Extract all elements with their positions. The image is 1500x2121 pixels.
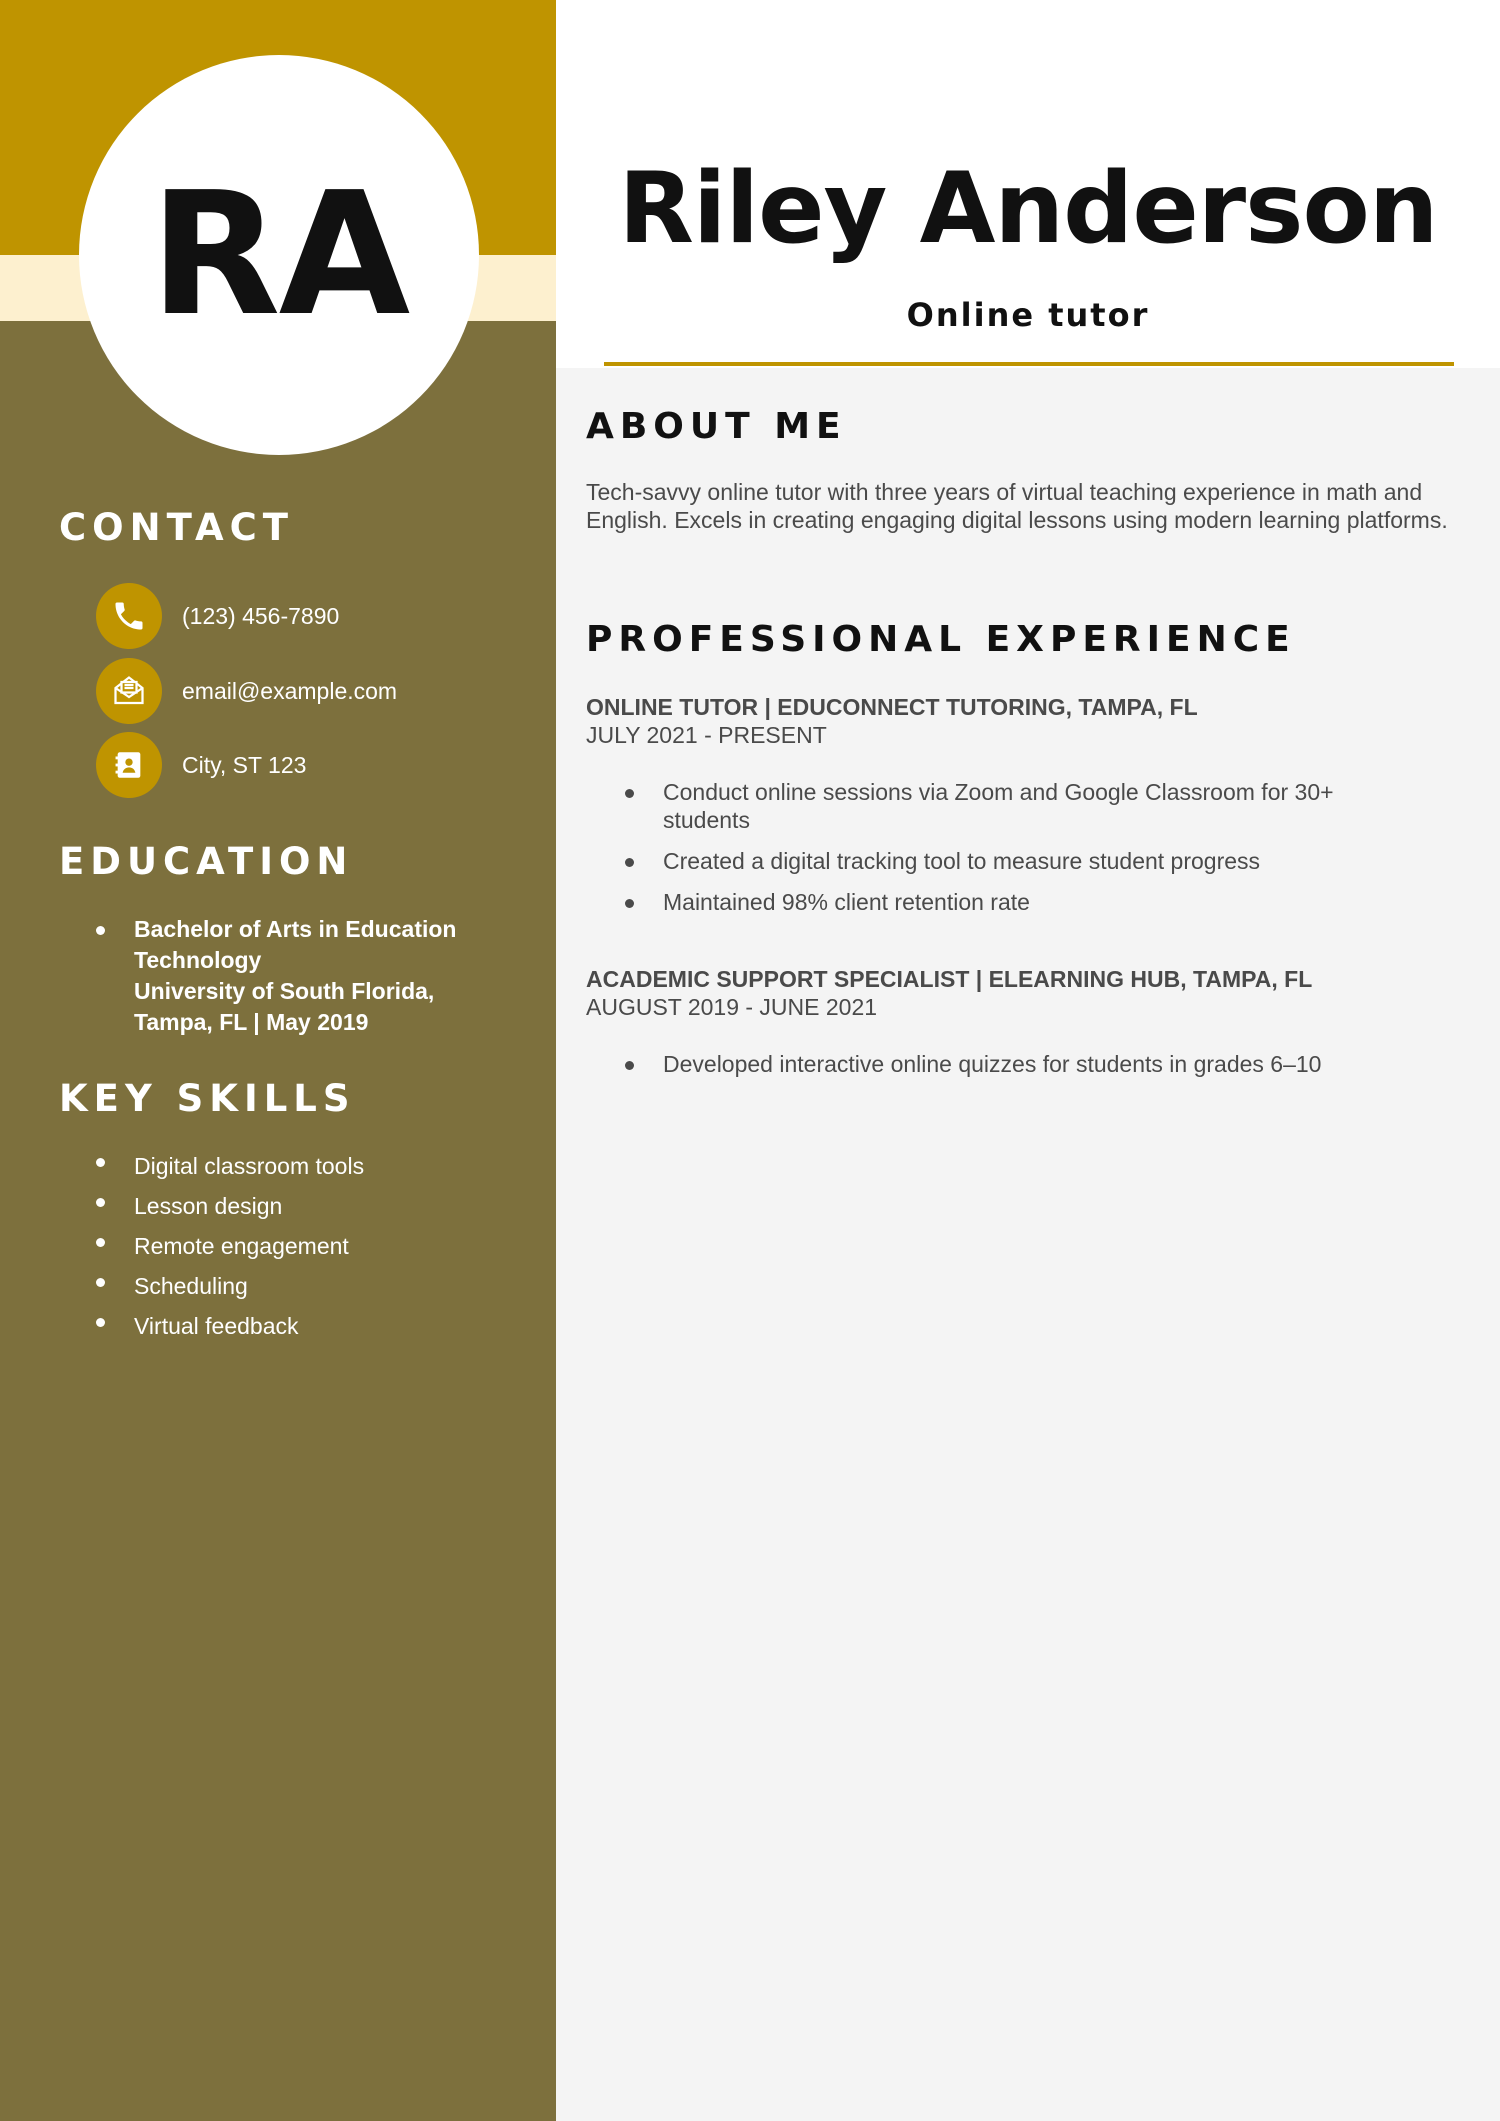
job-title-2: ACADEMIC SUPPORT SPECIALIST | ELEARNING HUB, TAMPA, FL <box>586 966 1313 992</box>
job-bullets-2 <box>625 1050 1385 1091</box>
email-text: email@example.com <box>182 677 398 704</box>
contact-heading: CONTACT <box>59 506 294 549</box>
education-school: University of South Florida, Tampa, FL | May 2019 <box>134 978 435 1035</box>
skill-item: Virtual feedback <box>96 1306 496 1346</box>
phone-icon <box>96 583 162 649</box>
job-title-1: ONLINE TUTOR | EDUCONNECT TUTORING, TAMPA, FL <box>586 694 1198 720</box>
monogram: RA <box>149 156 409 354</box>
first-name: Riley <box>618 152 887 266</box>
education-item <box>96 914 496 1038</box>
job-title: Online tutor <box>906 296 1150 334</box>
job-bullet: Created a digital tracking tool to measure student progress <box>625 847 1385 875</box>
skills-list <box>96 1146 496 1346</box>
education-degree: Bachelor of Arts in Education Technology <box>134 916 457 973</box>
experience-heading: PROFESSIONAL EXPERIENCE <box>586 619 1296 660</box>
job-dates-1: JULY 2021 - PRESENT <box>586 722 827 748</box>
job-bullet: Conduct online sessions via Zoom and Google Classroom for 30+ students <box>625 778 1385 834</box>
job-bullets-1 <box>625 778 1385 929</box>
monogram-circle <box>79 55 479 455</box>
job-bullet: Developed interactive online quizzes for students in grades 6–10 <box>625 1050 1385 1078</box>
skill-item: Digital classroom tools <box>96 1146 496 1186</box>
skills-heading: KEY SKILLS <box>59 1077 356 1120</box>
skill-item: Lesson design <box>96 1186 496 1226</box>
contact-email <box>96 658 397 724</box>
about-text: Tech-savvy online tutor with three years of virtual teaching experience in math and English. Excels in creating engaging digital lessons using modern learning platforms. <box>586 479 1448 533</box>
phone-text: (123) 456-7890 <box>182 602 340 629</box>
header-divider <box>604 362 1454 366</box>
education-list <box>96 914 496 1038</box>
contact-address <box>96 732 306 798</box>
address-text: City, ST 123 <box>182 751 307 778</box>
job-dates-2: AUGUST 2019 - JUNE 2021 <box>586 994 878 1020</box>
contact-phone <box>96 583 339 649</box>
address-card-icon <box>96 732 162 798</box>
skill-item: Scheduling <box>96 1266 496 1306</box>
last-name: Anderson <box>919 152 1438 266</box>
skill-item: Remote engagement <box>96 1226 496 1266</box>
about-heading: ABOUT ME <box>586 406 847 447</box>
education-heading: EDUCATION <box>59 840 354 883</box>
job-bullet: Maintained 98% client retention rate <box>625 888 1385 916</box>
email-icon <box>96 658 162 724</box>
full-name <box>556 152 1500 266</box>
